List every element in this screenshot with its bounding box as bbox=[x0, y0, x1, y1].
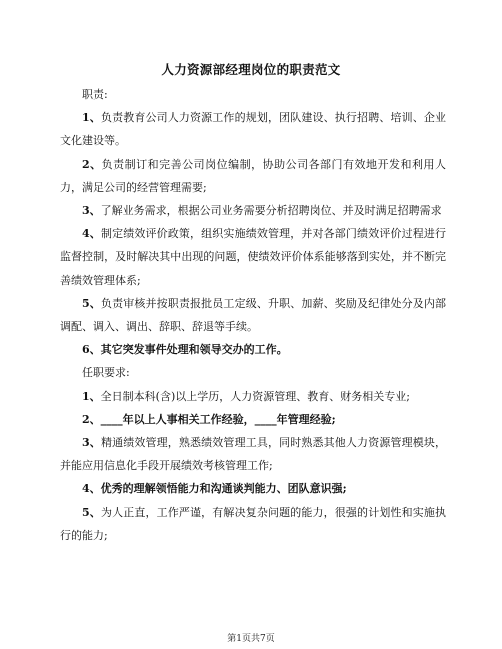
duty-number: 4、 bbox=[82, 227, 101, 241]
requirement-text: 为人正直，工作严谨，有解决复杂问题的能力，很强的计划性和实施执行的能力; bbox=[60, 505, 447, 542]
duty-text: 负责审核并按职责报批员工定级、升职、加薪、奖励及纪律处分及内部调配、调入、调出、辞职、辞退等手续。 bbox=[60, 296, 447, 334]
requirement-number: 3、 bbox=[82, 436, 101, 450]
requirement-item bbox=[60, 477, 446, 500]
duty-number: 6、 bbox=[82, 343, 101, 357]
duty-item bbox=[60, 222, 446, 292]
requirement-number: 2、 bbox=[82, 412, 101, 426]
requirement-text: 优秀的理解领悟能力和沟通谈判能力、团队意识强; bbox=[100, 482, 347, 496]
requirement-item bbox=[60, 501, 446, 547]
duty-text: 负责教育公司人力资源工作的规划，团队建设、执行招聘、培训、企业文化建设等。 bbox=[60, 111, 447, 148]
document-body bbox=[60, 83, 446, 547]
requirement-item bbox=[60, 385, 446, 408]
duty-number: 5、 bbox=[82, 296, 101, 310]
requirement-text: 全日制本科(含)以上学历，人力资源管理、教育、财务相关专业; bbox=[100, 389, 410, 403]
requirement-number: 5、 bbox=[82, 505, 101, 519]
duty-number: 2、 bbox=[82, 157, 102, 171]
duties-heading: 职责: bbox=[82, 88, 108, 101]
duty-number: 1、 bbox=[82, 111, 101, 125]
requirements-heading: 任职要求: bbox=[82, 366, 130, 380]
page-title: 人力资源部经理岗位的职责范文 bbox=[161, 62, 341, 77]
requirement-number: 1、 bbox=[82, 389, 101, 403]
requirement-item bbox=[60, 431, 446, 477]
duty-text: 了解业务需求，根据公司业务需要分析招聘岗位、并及时满足招聘需求 bbox=[100, 204, 442, 218]
duty-item bbox=[60, 153, 446, 199]
requirement-number: 4、 bbox=[82, 482, 101, 496]
duty-item bbox=[60, 292, 446, 338]
page-footer: 第1页共7页 bbox=[227, 634, 275, 644]
duty-text: 其它突发事件处理和领导交办的工作。 bbox=[100, 343, 288, 357]
duty-text: 制定绩效评价政策，组织实施绩效管理，并对各部门绩效评价过程进行监督控制，及时解决其中出现的问题，使绩效评价体系能够落到实处，并不断完善绩效管理体系; bbox=[60, 227, 447, 287]
requirement-text: 精通绩效管理，熟悉绩效管理工具，同时熟悉其他人力资源管理模块，并能应用信息化手段开展绩效考核管理工作; bbox=[60, 436, 447, 473]
duty-item bbox=[60, 106, 446, 152]
duty-text: 负责制订和完善公司岗位编制，协助公司各部门有效地开发和利用人力，满足公司的经营管理需要; bbox=[60, 157, 447, 194]
duty-number: 3、 bbox=[82, 204, 101, 218]
requirement-item bbox=[60, 408, 446, 431]
requirement-text: ____年以上人事相关工作经验，____年管理经验; bbox=[100, 412, 336, 426]
duty-item bbox=[60, 338, 446, 361]
duty-item bbox=[60, 199, 446, 222]
